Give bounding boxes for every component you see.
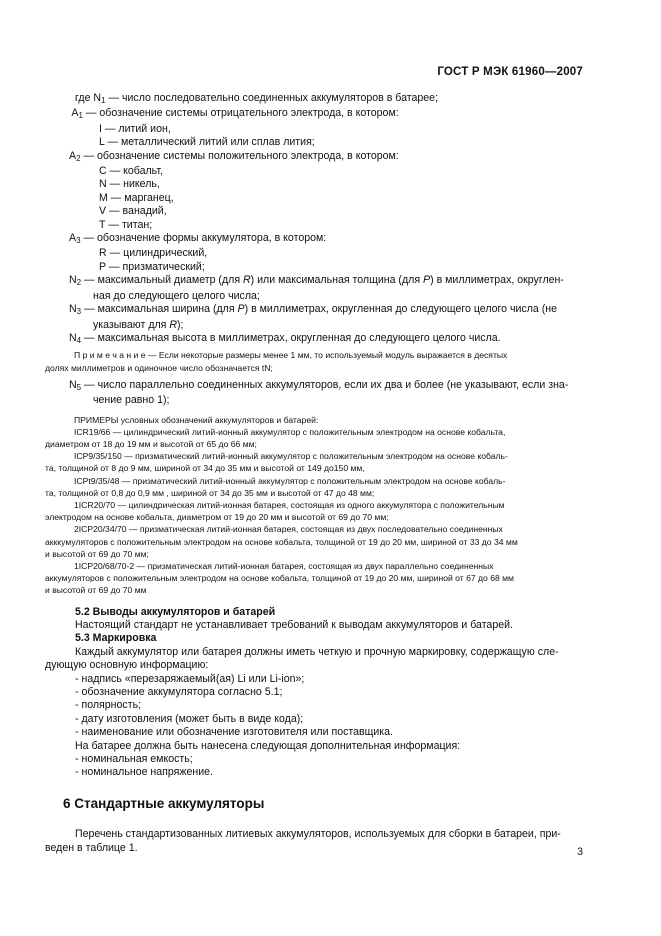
list-item: Т — титан; <box>99 218 153 231</box>
example-line: ICP9/35/150 — призматический литий-ионный аккумулятор с положительным электродом на основе кобаль- <box>74 451 508 462</box>
example-item <box>45 450 583 474</box>
list-item: - номинальная емкость; <box>75 753 193 766</box>
a1-items <box>75 123 583 150</box>
example-item <box>45 475 583 499</box>
example-line: 1ICP20/68/70-2 — призматическая литий-ионная батарея, состоящая из двух параллельно соединенных <box>74 560 494 571</box>
italic-symbol: R <box>169 318 178 331</box>
definition-text-continued: указывают для <box>93 318 170 331</box>
a2-items <box>75 165 583 232</box>
example-line: та, толщиной от 8 до 9 мм, шириной от 34 до 35 мм и высотой от 149 до150 мм, <box>45 463 365 474</box>
example-line: 2ICP20/34/70 — призматическая литий-ионная батарея, состоящая из двух последовательно соединенных <box>74 524 503 535</box>
definition-text-continued: чение равно 1); <box>93 394 170 407</box>
definition-text-continued: ная до следующего целого числа; <box>93 289 260 302</box>
list-item: Р — призматический; <box>99 260 205 273</box>
symbol: A <box>69 232 77 245</box>
subscript: 1 <box>101 96 106 105</box>
section-text-continued: веден в таблице 1. <box>45 841 138 854</box>
note-block <box>45 349 583 373</box>
definition-text: — максимальная высота в миллиметрах, округленная до следующего целого числа. <box>81 331 501 344</box>
note-label: П р и м е ч а н и е <box>74 350 146 361</box>
a3-items <box>75 247 583 274</box>
subscript: 4 <box>76 335 82 345</box>
definition-text: — максимальная ширина (для <box>81 303 238 316</box>
list-item: - наименование или обозначение изготовителя или поставщика. <box>75 726 393 739</box>
definition-n5 <box>69 379 583 408</box>
example-item <box>45 499 583 523</box>
list-item: L — металлический литий или сплав лития; <box>99 136 315 149</box>
example-item <box>45 426 583 450</box>
example-line: та, толщиной от 0,8 до 0,9 мм , шириной от 34 до 35 мм и высотой от 47 до 48 мм; <box>45 487 375 498</box>
example-item <box>45 523 583 560</box>
example-line: и высотой от 69 до 70 мм; <box>45 548 149 559</box>
page-number: 3 <box>577 846 583 858</box>
section-6 <box>45 795 583 855</box>
section-heading: 5.3 Маркировка <box>75 632 157 645</box>
symbol: N <box>69 274 77 287</box>
list-item: М — марганец, <box>99 191 174 204</box>
definition-text: ) в миллиметрах, округленная до следующего целого числа (не <box>244 303 558 316</box>
definition-text: ) в миллиметрах, округлен- <box>430 274 564 287</box>
example-line: 1ICR20/70 — цилиндрическая литий-ионная батарея, состоящая из одного аккумулятора с положительным <box>74 499 505 510</box>
italic-symbol: Р <box>237 303 245 316</box>
definition-text: — обозначение системы положительного электрода, в котором: <box>80 149 399 162</box>
definition-text: — число последовательно соединенных аккумуляторов в батарее; <box>105 92 439 104</box>
list-item: - полярность; <box>75 699 142 712</box>
definition-n3 <box>69 303 583 332</box>
example-line: и высотой от 69 до 70 мм <box>45 585 147 596</box>
note-text: — Если некоторые размеры менее 1 мм, то используемый модуль выражается в десятых <box>145 350 508 361</box>
list-item: С — кобальт, <box>99 165 163 178</box>
definition-text: ) или максимальная толщина (для <box>250 274 424 287</box>
definition-n1 <box>75 92 583 107</box>
definition-text: — обозначение системы отрицательного электрода, в котором: <box>82 107 399 120</box>
section-text: На батарее должна быть нанесена следующая дополнительная информация: <box>75 739 461 752</box>
definition-a3 <box>69 232 583 247</box>
symbol: N <box>69 303 77 316</box>
definition-text-continued: ); <box>177 318 184 331</box>
subscript: 3 <box>76 236 81 246</box>
definition-text: — обозначение формы аккумулятора, в котором: <box>80 232 327 245</box>
section-text: Перечень стандартизованных литиевых аккумуляторов, используемых для сборки в батареи, при- <box>75 828 561 841</box>
example-line: ICR19/66 — цилиндрический литий-ионный аккумулятор с положительным электродом на основе кобальта, <box>74 426 506 437</box>
definition-n4 <box>69 332 583 347</box>
symbol: A <box>69 149 77 162</box>
example-item <box>45 560 583 597</box>
note-text-continued: долях миллиметров и одиночное число обозначается tN; <box>45 362 273 373</box>
example-line: ICPt9/35/48 — призматический литий-ионный аккумулятор с положительным электродом на основе кобаль- <box>74 475 506 486</box>
list-item: - номинальное напряжение. <box>75 766 214 779</box>
section-heading: 6 Стандартные аккумуляторы <box>63 795 265 811</box>
definition-prefix: где <box>75 92 94 104</box>
example-line: аккумуляторов с положительным электродом на основе кобальта, толщиной от 19 до 20 мм, шириной от 67 до 68 мм <box>45 573 514 584</box>
definition-a1 <box>69 107 583 122</box>
list-item: R — цилиндрический, <box>99 247 208 260</box>
example-line: акккумуляторов с положительным электродом на основе кобальта, толщиной от 19 до 20 мм, шириной от 33 до 34 мм <box>45 536 518 547</box>
italic-symbol: R <box>243 274 251 287</box>
list-item: N — никель, <box>99 178 160 191</box>
example-line: диаметром от 18 до 19 мм и высотой от 65 до 66 мм; <box>45 438 257 449</box>
section-5-3 <box>45 632 583 779</box>
list-item: I — литий ион, <box>99 122 171 135</box>
list-item: - дату изготовления (может быть в виде кода); <box>75 712 304 725</box>
subscript: 3 <box>76 307 82 317</box>
page-content <box>45 92 583 855</box>
examples-block <box>45 414 583 597</box>
subscript: 1 <box>78 111 83 121</box>
list-item: V — ванадий, <box>99 205 167 218</box>
symbol: N <box>69 331 77 344</box>
definition-text: — число параллельно соединенных аккумуляторов, если их два и более (не указывают, если зна- <box>81 378 569 391</box>
definition-a2 <box>69 150 583 165</box>
section-5-2 <box>75 606 583 633</box>
example-line: электродом на основе кобальта, диаметром от 19 до 20 мм и высотой от 69 до 70 мм; <box>45 512 389 523</box>
section-heading: 5.2 Выводы аккумуляторов и батарей <box>75 605 276 618</box>
definition-text: — максимальный диаметр (для <box>81 274 244 287</box>
section-text: Настоящий стандарт не устанавливает требований к выводам аккумуляторов и батарей. <box>75 618 513 631</box>
symbol: A <box>71 107 79 120</box>
subscript: 2 <box>76 278 82 288</box>
definition-n2 <box>69 274 583 303</box>
document-header: ГОСТ Р МЭК 61960—2007 <box>437 66 583 78</box>
list-item: - обозначение аккумулятора согласно 5.1; <box>75 686 283 699</box>
examples-title: ПРИМЕРЫ условных обозначений аккумуляторов и батарей: <box>74 414 319 425</box>
list-item: - надпись «перезаряжаемый(ая) Li или Li-ion»; <box>75 672 305 685</box>
symbol: N <box>93 92 102 104</box>
section-text-continued: дующую основную информацию: <box>45 659 209 672</box>
italic-symbol: Р <box>423 274 431 287</box>
subscript: 5 <box>76 382 82 392</box>
symbol: N <box>69 378 77 391</box>
subscript: 2 <box>76 153 81 163</box>
section-text: Каждый аккумулятор или батарея должны иметь четкую и прочную маркировку, содержащую сле- <box>75 645 559 658</box>
